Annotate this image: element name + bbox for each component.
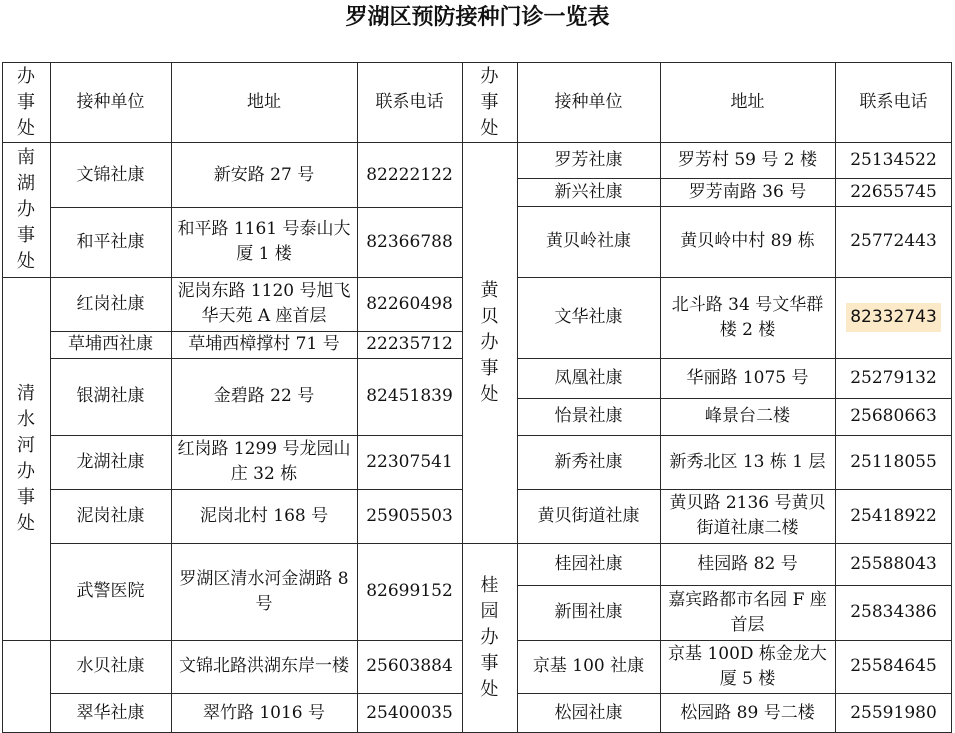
unit-name: 凤凰社康 [554, 367, 623, 388]
header-office: 办 事 处 [17, 65, 35, 139]
unit-address: 翠竹路 1016 号 [202, 702, 326, 723]
table-rule [462, 543, 952, 544]
header-address: 地址 [730, 92, 765, 112]
table-rule [517, 640, 952, 641]
phone-number: 25772443 [850, 231, 937, 251]
table-rule [50, 543, 462, 544]
table-rule [2, 62, 3, 733]
unit-name: 黄贝岭社康 [546, 231, 631, 251]
table-rule [517, 206, 952, 207]
header-office: 办 事 处 [480, 65, 499, 139]
unit-name: 草埔西社康 [68, 334, 153, 354]
unit-address: 罗芳村 59 号 2 楼 [677, 150, 818, 170]
unit-address: 京基 100D 栋金龙大厦 5 楼 [668, 643, 827, 689]
unit-name: 罗芳社康 [554, 150, 623, 170]
unit-phone [835, 543, 952, 585]
unit-phone [835, 206, 952, 277]
unit-address: 桂园路 82 号 [697, 553, 798, 574]
phone-number: 25118055 [850, 451, 937, 472]
header-unit: 接种单位 [76, 92, 145, 112]
unit-name: 新围社康 [554, 602, 623, 622]
unit-name: 新兴社康 [554, 181, 623, 202]
header-phone: 联系电话 [859, 92, 928, 112]
unit-address: 泥岗东路 1120 号旭飞华天苑 A 座首层 [177, 281, 351, 326]
phone-number: 25279132 [850, 367, 937, 388]
page-title: 罗湖区预防接种门诊一览表 [345, 4, 610, 30]
phone-number: 25834386 [850, 602, 937, 622]
phone-number: 25905503 [366, 505, 453, 526]
table-rule [517, 585, 952, 586]
unit-name: 松园社康 [554, 702, 623, 723]
unit-address: 文锦北路洪湖东岸一楼 [179, 656, 349, 676]
unit-name: 新秀社康 [554, 451, 623, 472]
unit-name: 和平社康 [76, 231, 145, 252]
phone-number: 22655745 [850, 181, 937, 202]
unit-address: 金碧路 22 号 [213, 386, 315, 406]
unit-phone [357, 277, 462, 331]
unit-phone [357, 207, 462, 277]
unit-name: 黄贝街道社康 [537, 505, 640, 526]
unit-phone [835, 277, 952, 358]
unit-phone [835, 435, 952, 489]
unit-address: 华丽路 1075 号 [686, 367, 809, 388]
table-rule [517, 435, 952, 436]
table-rule [517, 277, 952, 278]
unit-phone [357, 331, 462, 358]
unit-name: 文华社康 [554, 307, 623, 327]
phone-number: 25603884 [366, 656, 453, 676]
phone-number: 25400035 [366, 702, 453, 723]
unit-name: 泥岗社康 [76, 505, 145, 526]
table-rule [50, 358, 462, 359]
unit-name: 银湖社康 [76, 386, 145, 406]
unit-phone [357, 143, 462, 207]
table-rule [2, 142, 952, 143]
unit-phone [835, 143, 952, 178]
header-address: 地址 [247, 92, 281, 112]
unit-address: 嘉宾路都市名园 F 座首层 [668, 589, 827, 635]
table-rule [2, 62, 952, 63]
unit-address: 红岗路 1299 号龙园山庄 32 栋 [177, 439, 351, 484]
unit-name: 文锦社康 [76, 164, 145, 185]
unit-name: 翠华社康 [76, 702, 145, 723]
table-rule [50, 207, 462, 208]
unit-address: 新安路 27 号 [213, 164, 315, 185]
table-rule [2, 640, 462, 641]
unit-phone [835, 693, 952, 733]
unit-phone [835, 640, 952, 693]
unit-name: 桂园社康 [554, 553, 623, 574]
phone-number: 25591980 [850, 702, 937, 723]
unit-address: 黄贝路 2136 号黄贝街道社康二楼 [669, 493, 826, 538]
table-rule [517, 358, 952, 359]
unit-address: 罗芳南路 36 号 [688, 181, 807, 202]
table-rule [517, 398, 952, 399]
unit-address: 北斗路 34 号文华群楼 2 楼 [671, 294, 824, 340]
phone-number: 82222122 [366, 164, 453, 185]
unit-phone [357, 543, 462, 640]
phone-number: 22307541 [366, 451, 453, 472]
phone-number: 25134522 [850, 150, 937, 170]
unit-address: 罗湖区清水河金湖路 8 号 [179, 568, 349, 614]
unit-phone [357, 640, 462, 693]
table-rule [462, 62, 463, 733]
phone-number: 25680663 [850, 406, 937, 426]
unit-name: 龙湖社康 [76, 451, 145, 472]
phone-number: 82260498 [366, 293, 453, 314]
unit-name: 红岗社康 [76, 293, 145, 314]
office-name: 桂 园 办 事 处 [480, 575, 499, 700]
unit-phone [835, 489, 952, 543]
unit-phone [357, 693, 462, 733]
table-rule [517, 178, 952, 179]
table-rule [357, 62, 358, 733]
unit-name: 水贝社康 [76, 656, 145, 676]
table-rule [50, 693, 462, 694]
phone-number: 25418922 [850, 505, 937, 526]
phone-number: 25584645 [850, 656, 937, 676]
phone-number: 82699152 [366, 581, 453, 601]
header-unit: 接种单位 [554, 92, 623, 112]
unit-address: 新秀北区 13 栋 1 层 [669, 451, 826, 472]
unit-address: 泥岗北村 168 号 [199, 505, 329, 526]
unit-address: 松园路 89 号二楼 [680, 702, 815, 723]
table-rule [171, 62, 172, 733]
office-name: 黄 贝 办 事 处 [480, 280, 499, 405]
unit-phone [835, 585, 952, 640]
table-rule [517, 489, 952, 490]
unit-phone [835, 398, 952, 435]
table-rule [50, 489, 462, 490]
phone-number: 82332743 [846, 303, 941, 332]
header-phone: 联系电话 [375, 92, 444, 112]
unit-name: 京基 100 社康 [532, 656, 645, 676]
unit-phone [835, 358, 952, 398]
unit-address: 和平路 1161 号泰山大厦 1 楼 [177, 219, 351, 264]
unit-phone [357, 435, 462, 489]
unit-name: 武警医院 [76, 581, 145, 601]
unit-phone [357, 358, 462, 435]
office-name [2, 640, 50, 733]
phone-number: 82451839 [366, 386, 453, 406]
unit-name: 怡景社康 [554, 406, 623, 426]
unit-phone [835, 178, 952, 206]
phone-number: 22235712 [366, 334, 453, 354]
unit-phone [357, 489, 462, 543]
unit-address: 黄贝岭中村 89 栋 [680, 231, 815, 251]
phone-number: 82366788 [366, 231, 453, 252]
unit-address: 峰景台二楼 [705, 406, 790, 426]
table-rule [517, 693, 952, 694]
table-rule [2, 277, 462, 278]
unit-address: 草埔西樟撑村 71 号 [188, 334, 340, 354]
office-name: 南 湖 办 事 处 [17, 147, 35, 272]
table-rule [50, 435, 462, 436]
table-rule [50, 62, 51, 733]
table-rule [50, 331, 462, 332]
office-name: 清 水 河 办 事 处 [17, 382, 35, 534]
phone-number: 25588043 [850, 553, 937, 574]
